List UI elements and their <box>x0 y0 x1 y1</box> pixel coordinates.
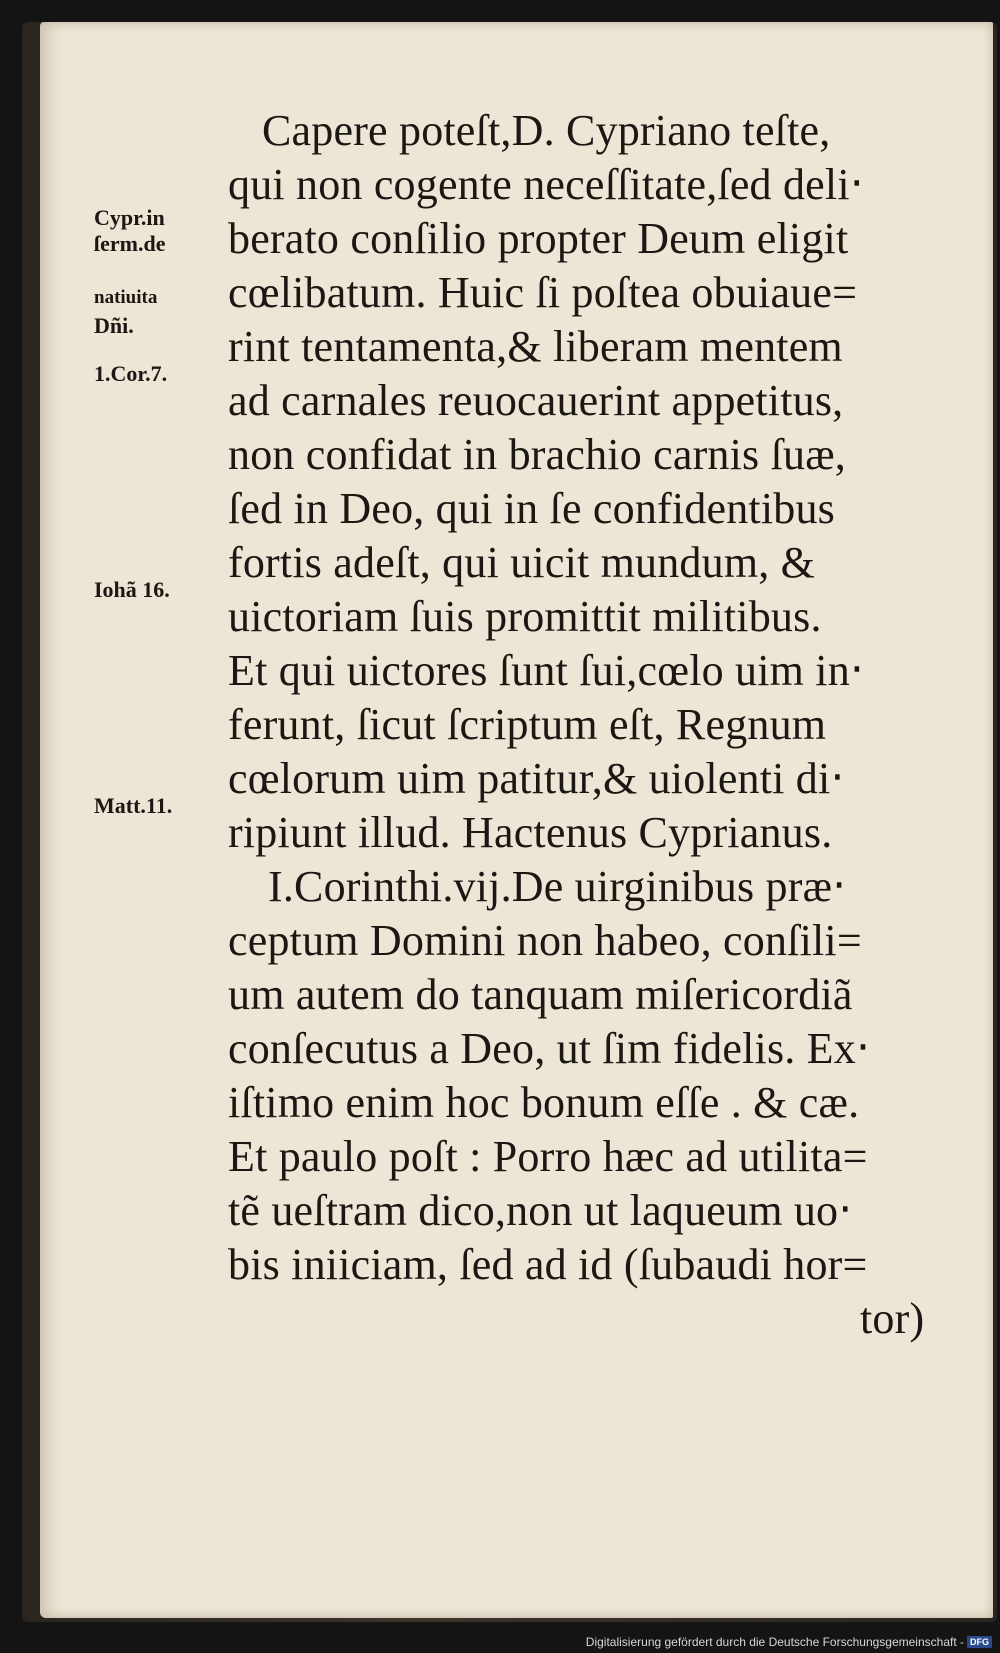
marginal-note: natiuita <box>94 287 158 308</box>
text-line: I.Corinthi.vij.De uirginibus præ‧ <box>268 862 847 911</box>
text-line: qui non cogente neceſſitate,ſed deli‧ <box>228 160 864 209</box>
digitization-credit <box>586 1635 992 1649</box>
text-line: tor) <box>860 1294 925 1343</box>
text-line: Capere poteſt,D. Cypriano teſte, <box>262 106 831 155</box>
credit-text: Digitalisierung gefördert durch die Deutsche Forschungsgemeinschaft - <box>585 1635 964 1649</box>
text-line: berato conſilio propter Deum eligit <box>228 214 849 263</box>
dfg-logo: DFG <box>967 1636 992 1648</box>
text-line: tẽ ueſtram dico,non ut laqueum uo‧ <box>228 1186 853 1235</box>
text-line: rint tentamenta,& liberam mentem <box>228 322 843 371</box>
marginal-note: Dñi. <box>94 313 134 338</box>
text-line: bis iniiciam, ſed ad id (ſubaudi hor= <box>228 1240 868 1289</box>
marginal-note: 1.Cor.7. <box>94 361 168 386</box>
marginal-note: ſerm.de <box>94 231 166 256</box>
text-line: Et paulo poſt : Porro hæc ad utilita= <box>228 1132 868 1181</box>
text-line: ad carnales reuocauerint appetitus, <box>228 376 844 425</box>
marginal-note: Cypr.in <box>94 205 165 230</box>
marginal-note: Matt.11. <box>94 793 173 818</box>
text-line: uictoriam ſuis promittit militibus. <box>228 592 822 641</box>
text-line: ſed in Deo, qui in ſe confidentibus <box>228 484 835 533</box>
text-line: fortis adeſt, qui uicit mundum, & <box>228 538 816 587</box>
text-line: Et qui uictores ſunt ſui,cœlo uim in‧ <box>228 646 865 695</box>
marginal-note: Iohã 16. <box>94 577 170 602</box>
text-line: cœlorum uim patitur,& uiolenti di‧ <box>228 754 845 803</box>
text-line: um autem do tanquam miſericordiã <box>228 970 853 1019</box>
text-line: ceptum Domini non habeo, conſili= <box>228 916 862 965</box>
text-line: cœlibatum. Huic ſi poſtea obuiaue= <box>228 268 858 317</box>
text-line: ripiunt illud. Hactenus Cyprianus. <box>228 808 833 857</box>
text-line: conſecutus a Deo, ut ſim fidelis. Ex‧ <box>228 1024 871 1073</box>
text-line: ferunt, ſicut ſcriptum eſt, Regnum <box>228 700 827 749</box>
text-line: non confidat in brachio carnis ſuæ, <box>228 430 846 479</box>
text-line: iſtimo enim hoc bonum eſſe . & cæ. <box>228 1078 860 1127</box>
